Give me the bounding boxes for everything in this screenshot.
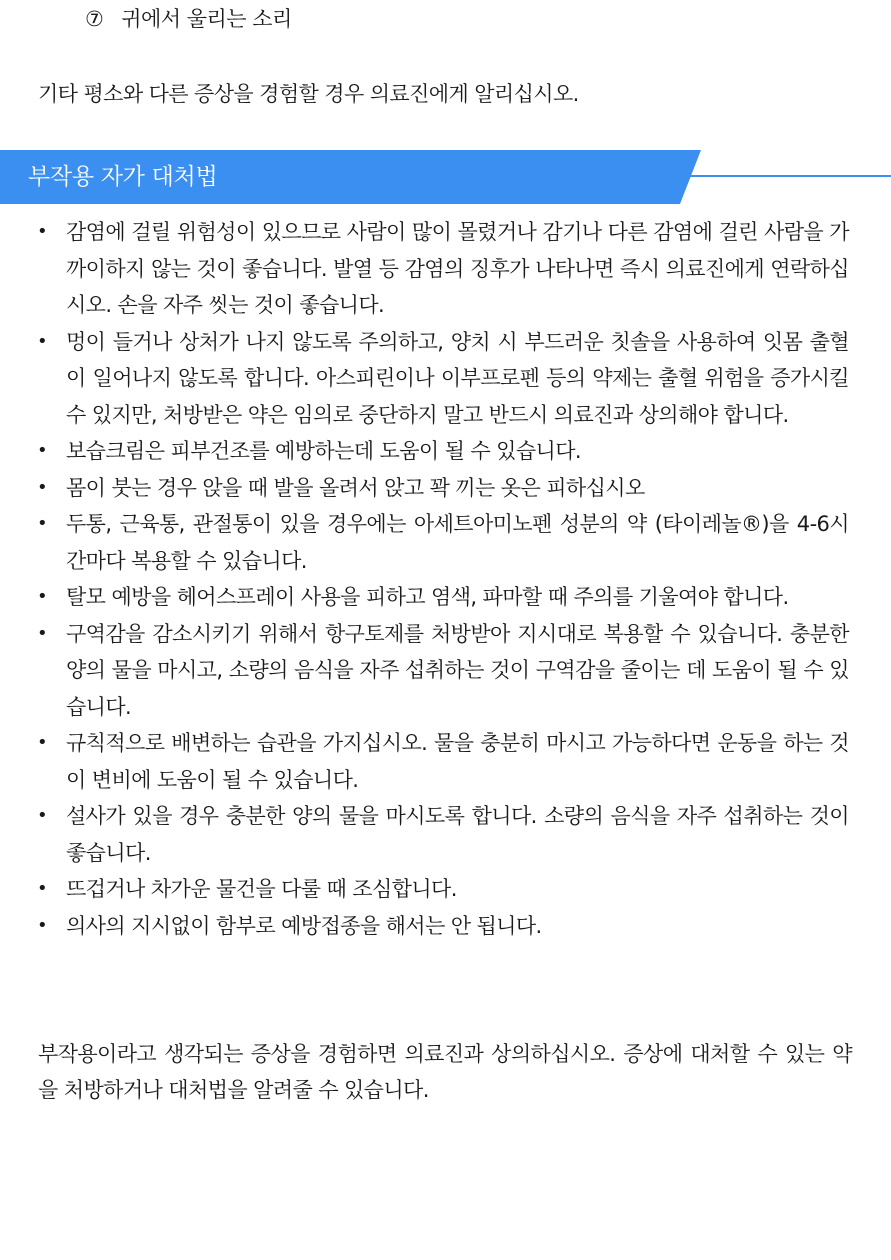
list-item-text: 멍이 들거나 상처가 나지 않도록 주의하고, 양치 시 부드러운 칫솔을 사용하여 잇몸 출혈이 일어나지 않도록 합니다. 아스피린이나 이부프로펜 등의 약제는 출혈 위험을 증가시킬 수 있지만, 처방받은 약은 임의로 중단하지 말고 반드시 의료진과 상의해야 합니다. [66, 329, 849, 427]
list-item [0, 506, 891, 579]
list-item-text: 의사의 지시없이 함부로 예방접종을 해서는 안 됩니다. [66, 913, 542, 938]
list-item-text: 감염에 걸릴 위험성이 있으므로 사람이 많이 몰렸거나 감기나 다른 감염에 걸린 사람을 가까이하지 않는 것이 좋습니다. 발열 등 감염의 징후가 나타나면 즉시 의료진에게 연락하십시오. 손을 자주 씻는 것이 좋습니다. [66, 220, 849, 317]
list-item-text: 몸이 붓는 경우 앉을 때 발을 올려서 앉고 꽉 끼는 옷은 피하십시오 [66, 475, 645, 500]
bullet-dot-icon: • [37, 914, 48, 936]
intro-paragraph: 기타 평소와 다른 증상을 경험할 경우 의료진에게 알리십시오. [38, 82, 579, 106]
item-text: 귀에서 울리는 소리 [121, 7, 292, 31]
list-item [0, 871, 891, 908]
list-item-text: 설사가 있을 경우 충분한 양의 물을 마시도록 합니다. 소량의 음식을 자주 섭취하는 것이 좋습니다. [66, 804, 849, 865]
list-item [0, 433, 891, 470]
section-header [0, 150, 891, 204]
list-item-text: 보습크림은 피부건조를 예방하는데 도움이 될 수 있습니다. [66, 439, 581, 463]
list-item [0, 324, 891, 434]
list-item [0, 725, 891, 798]
list-item-text: 구역감을 감소시키기 위해서 항구토제를 처방받아 지시대로 복용할 수 있습니다. 충분한 양의 물을 마시고, 소량의 음식을 자주 섭취하는 것이 구역감을 줄이는 데 도움이 될 수 있습니다. [66, 621, 849, 719]
list-item-text: 규칙적으로 배변하는 습관을 가지십시오. 물을 충분히 마시고 가능하다면 운동을 하는 것이 변비에 도움이 될 수 있습니다. [66, 731, 849, 792]
bullet-dot-icon: • [37, 440, 48, 461]
bullet-dot-icon: • [37, 805, 48, 826]
list-item [0, 616, 891, 726]
list-item [0, 579, 891, 616]
list-item [0, 214, 891, 324]
bullet-dot-icon: • [37, 622, 48, 644]
bullet-list [0, 214, 891, 944]
numbered-list-item [85, 4, 292, 34]
bullet-dot-icon: • [37, 330, 48, 352]
bullet-dot-icon: • [37, 513, 48, 534]
list-item-text: 탈모 예방을 헤어스프레이 사용을 피하고 염색, 파마할 때 주의를 기울여야 합니다. [66, 585, 789, 609]
bullet-dot-icon: • [37, 878, 48, 899]
bullet-dot-icon: • [37, 221, 48, 242]
list-item [0, 798, 891, 871]
bullet-dot-icon: • [37, 586, 48, 607]
list-item-text: 두통, 근육통, 관절통이 있을 경우에는 아세트아미노펜 성분의 약 (타이레놀®)을 4-6시간마다 복용할 수 있습니다. [66, 512, 849, 573]
list-item-text: 뜨겁거나 차가운 물건을 다룰 때 조심합니다. [66, 877, 457, 901]
list-item [0, 908, 891, 945]
section-title: 부작용 자가 대처법 [28, 164, 218, 190]
bullet-dot-icon: • [37, 732, 48, 753]
item-number: ⑦ [85, 7, 104, 31]
closing-paragraph: 부작용이라고 생각되는 증상을 경험하면 의료진과 상의하십시오. 증상에 대처할 수 있는 약을 처방하거나 대처법을 알려줄 수 있습니다. [38, 1042, 852, 1102]
bullet-dot-icon: • [37, 476, 48, 498]
list-item [0, 470, 891, 507]
